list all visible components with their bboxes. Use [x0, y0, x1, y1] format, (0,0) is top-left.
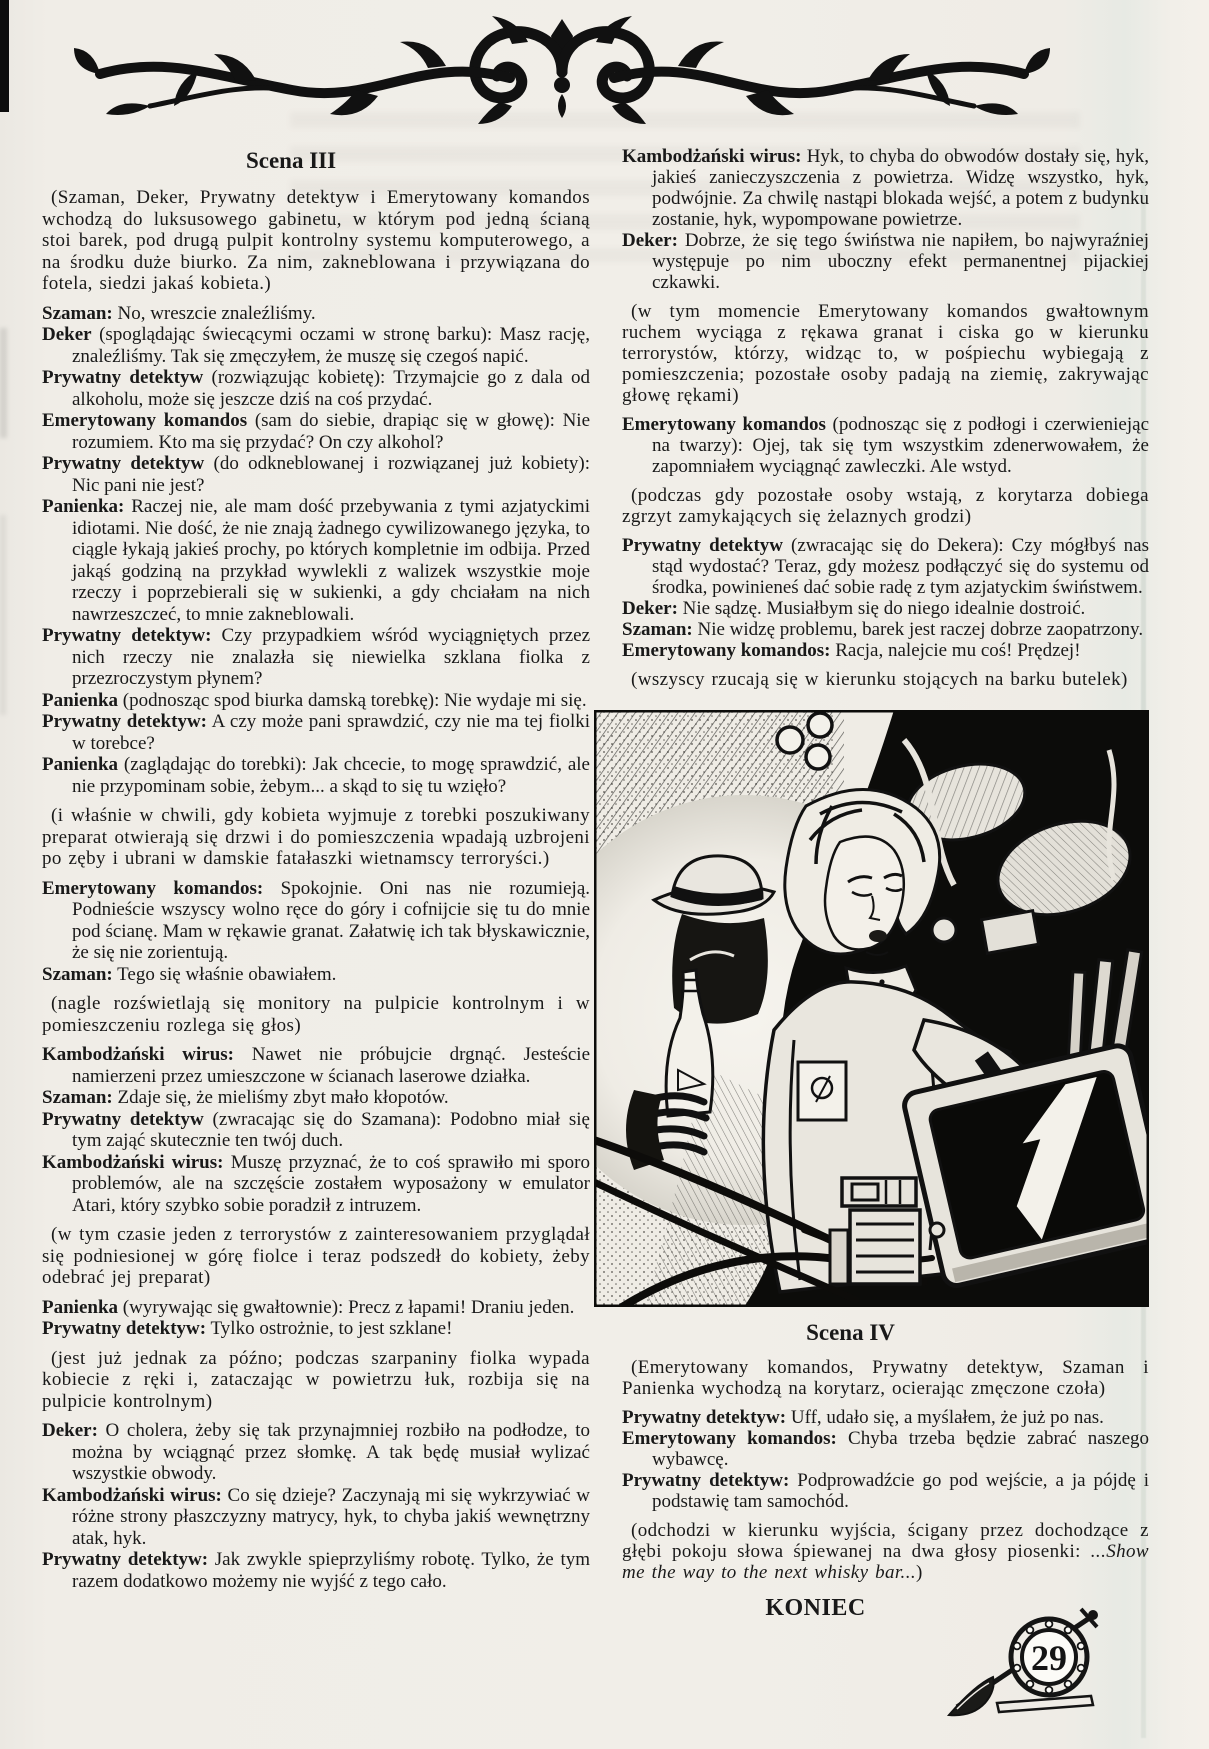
dialogue-line: Emerytowany komandos: Chyba trzeba będzie zabrać naszego wybawcę.	[622, 1428, 1150, 1470]
stage-direction: (Szaman, Deker, Prywatny detektyw i Emerytowany komandos wchodzą do luksusowego gabinetu, w którym pod jedną ścianą stoi barek, pod drugą pulpit kontrolny systemu komputerowego, a na środku duże biurko. Za nim, zakneblowana i przywiązana do fotela, siedzi jakaś kobieta.)	[42, 187, 590, 294]
dialogue-line: Emerytowany komandos: Racja, nalejcie mu coś! Prędzej!	[622, 640, 1081, 661]
end-label: KONIEC	[765, 1595, 866, 1621]
stage-direction: (w tym czasie jeden z terrorystów z zainteresowaniem przyglądał się podniesionej w górę fiolce i teraz podszedł do kobiety, żeby odebrać jej preparat)	[42, 1224, 590, 1288]
speaker-name: Emerytowany komandos	[42, 410, 248, 431]
speaker-name: Kambodżański wirus:	[42, 1044, 234, 1065]
dialogue-line: Prywatny detektyw: Jak zwykle spieprzyliśmy robotę. Tylko, że tym razem dodatkowo możemy nie wyjść z tego cało.	[42, 1549, 591, 1592]
dialogue-line: Kambodżański wirus: Hyk, to chyba do obwodów dostały się, hyk, jakieś zanieczyszczenia z powietrza. Widzę wszystko, hyk, podwójnie. Za chwilę nastąpi blokada wejść, a potem z budynku zostanie, hyk, wypompowane powietrze.	[622, 146, 1149, 230]
dialogue-line: Szaman: Zdaje się, że mieliśmy zbyt mało kłopotów.	[42, 1087, 449, 1108]
dialogue-line: Prywatny detektyw: Czy przypadkiem wśród wyciągniętych przez nich rzeczy nie znalazła się niewielka szklana fiolka z przezroczystym płynem?	[42, 625, 591, 689]
speaker-name: Prywatny detektyw:	[42, 1318, 207, 1339]
dialogue-line: Szaman: Nie widzę problemu, barek jest raczej dobrze zaopatrzony.	[622, 619, 1144, 640]
dialogue-line: Panienka (zaglądając do torebki): Jak chcecie, to mogę sprawdzić, ale nie przypominam sobie, żebym... a skąd to się tu wzięło?	[42, 754, 590, 797]
dialogue-line: Deker: Dobrze, że się tego świństwa nie napiłem, bo najwyraźniej występuje po nim uboczny efekt permanentnej pijackiej czkawki.	[622, 230, 1149, 293]
scan-artifact	[0, 515, 6, 715]
dialogue-line: Emerytowany komandos (podnosząc się z podłogi i czerwieniejąc na twarzy): Ojej, tak się tym wszystkim zdenerwowałem, że zapomniałem wyciągnąć zawleczki. Ale wstyd.	[622, 414, 1150, 477]
speaker-name: Deker:	[622, 230, 678, 251]
speaker-name: Prywatny detektyw:	[622, 1407, 787, 1428]
ink-illustration-woman-bottle-monitor	[594, 710, 1149, 1307]
dialogue-line: Deker: Nie sądzę. Musiałbym się do niego idealnie dostroić.	[622, 598, 1086, 619]
speaker-name: Emerytowany komandos	[622, 414, 826, 435]
dialogue-line: Prywatny detektyw (do odkneblowanej i rozwiązanej już kobiety): Nic pani nie jest?	[42, 453, 591, 496]
speaker-name: Emerytowany komandos:	[622, 640, 831, 661]
scene-4-column	[622, 1320, 1149, 1619]
page-number-badge	[945, 1605, 1105, 1720]
dialogue-line: Prywatny detektyw (zwracając się do Szamana): Podobno miał się tym zająć skutecznie ten twój duch.	[42, 1108, 590, 1151]
speaker-name: Prywatny detektyw:	[622, 1470, 790, 1491]
stage-direction: (w tym momencie Emerytowany komandos gwałtownym ruchem wyciąga z rękawa granat i ciska go w kierunku terrorystów, którzy, widząc to, w pośpiechu wybiegają z pomieszczenia; pozostałe osoby padają na ziemię, zakrywając głowę rękami)	[622, 301, 1149, 406]
dialogue-line: Emerytowany komandos (sam do siebie, drapiąc się w głowę): Nie rozumiem. Kto ma się przydać? On czy alkohol?	[42, 410, 590, 453]
dialogue-line: Prywatny detektyw (rozwiązując kobietę): Trzymajcie go z dala od alkoholu, może się jeszcze dziś na coś przydać.	[42, 367, 591, 410]
dialogue-line: Kambodżański wirus: Nawet nie próbujcie drgnąć. Jesteście namierzeni przez umieszczone w ścianach laserowe działka.	[42, 1044, 591, 1087]
stage-direction: (jest już jednak za późno; podczas szarpaniny fiolka wypada kobiecie z ręki i, zataczając w powietrzu łuk, rozbija się na pulpicie kontrolnym)	[42, 1347, 590, 1412]
stage-direction: (wszyscy rzucają się w kierunku stojących na barku butelek)	[631, 669, 1128, 690]
scan-artifact	[0, 0, 9, 112]
page-number: 29	[1031, 1638, 1067, 1678]
speaker-name: Deker:	[622, 598, 678, 619]
speaker-name: Deker	[42, 324, 92, 345]
speaker-name: Prywatny detektyw:	[42, 1549, 209, 1570]
song-lyric: ...Show me the way to the next whisky bar...	[622, 1541, 1149, 1583]
speaker-name: Prywatny detektyw	[42, 453, 205, 474]
speaker-name: Prywatny detektyw	[622, 535, 784, 556]
speaker-name: Szaman:	[42, 963, 113, 985]
speaker-name: Emerytowany komandos:	[622, 1428, 837, 1449]
stage-direction: (odchodzi w kierunku wyjścia, ścigany przez dochodzące z głębi pokoju słowa śpiewanej na dwa głosy piosenki: ...Show me the way to the next whisky bar...)	[622, 1520, 1149, 1583]
dialogue-line: Szaman: Tego się właśnie obawiałem.	[42, 963, 337, 985]
speaker-name: Kambodżański wirus:	[42, 1484, 222, 1506]
speaker-name: Panienka	[42, 754, 119, 775]
scene-3-body-continued	[622, 146, 1149, 690]
dialogue-line: Kambodżański wirus: Co się dzieje? Zaczynają mi się wykrzywiać w różne strony płaszczyzny matrycy, hyk, to chyba jakiś wewnętrzny atak, hyk.	[42, 1484, 591, 1549]
stage-direction: (podczas gdy pozostałe osoby wstają, z korytarza dobiega zgrzyt zamykających się żelaznych grodzi)	[622, 485, 1149, 527]
scan-artifact	[0, 328, 7, 438]
dialogue-line: Prywatny detektyw: Tylko ostrożnie, to jest szklane!	[42, 1318, 453, 1339]
speaker-name: Prywatny detektyw:	[42, 711, 208, 732]
scene-3-heading: Scena III	[245, 148, 337, 173]
speaker-name: Szaman:	[622, 619, 693, 640]
dialogue-line: Szaman: No, wreszcie znaleźliśmy.	[42, 302, 316, 324]
dialogue-line: Prywatny detektyw: Podprowadźcie go pod wejście, a ja pójdę i podstawię tam samochód.	[622, 1470, 1150, 1512]
baroque-flourish-divider-icon	[42, 14, 1082, 126]
stage-direction: (i właśnie w chwili, gdy kobieta wyjmuje z torebki poszukiwany preparat otwierają się drzwi i do pomieszczenia wpadają uzbrojeni po zęby i ubrani w damskie fatałaszki wietnamscy terroryści.)	[42, 805, 590, 869]
scene-4-heading: Scena IV	[806, 1320, 895, 1345]
dialogue-line: Emerytowany komandos: Spokojnie. Oni nas nie rozumieją. Podnieście wszyscy wolno ręce do góry i cofnijcie się tu do mnie pod ścianę. Mam w rękawie granat. Załatwię ich tak błyskawicznie, że się nie zorientują.	[42, 877, 590, 963]
speaker-name: Panienka	[42, 1296, 119, 1318]
dialogue-line: Prywatny detektyw (zwracając się do Dekera): Czy mógłbyś nas stąd wydostać? Teraz, gdy możesz podłączyć się do systemu od środka, powinieneś dać sobie radę z tym azjatyckim świństwem.	[622, 535, 1150, 598]
dialogue-line: Prywatny detektyw: A czy może pani sprawdzić, czy nie ma tej fiolki w torebce?	[42, 711, 591, 754]
porthole-ring-icon	[1011, 1619, 1087, 1695]
speaker-name: Kambodżański wirus:	[42, 1151, 224, 1173]
stage-direction: (Emerytowany komandos, Prywatny detektyw, Szaman i Panienka wychodzą na korytarz, ocierając zmęczone czoła)	[622, 1357, 1149, 1399]
dialogue-line: Deker (spoglądając świecącymi oczami w stronę barku): Masz rację, znaleźliśmy. Tak się zmęczyłem, że muszę się czegoś napić.	[42, 324, 590, 367]
speaker-name: Panienka	[42, 689, 119, 711]
right-text-column	[622, 146, 1149, 698]
speaker-name: Szaman:	[42, 1087, 113, 1108]
speaker-name: Panienka:	[42, 496, 125, 517]
speaker-name: Kambodżański wirus:	[622, 146, 802, 167]
speaker-name: Prywatny detektyw	[42, 367, 204, 388]
dialogue-line: Deker: O cholera, żeby się tak przynajmniej rozbiło na podłodze, to można by wciągnąć przez słomkę. A tak będę musiał wylizać wszystkie obwody.	[42, 1420, 590, 1484]
left-text-column	[42, 148, 590, 1592]
speaker-name: Szaman:	[42, 302, 113, 324]
speaker-name: Prywatny detektyw:	[42, 625, 212, 646]
speaker-name: Prywatny detektyw	[42, 1108, 204, 1130]
scene-3-body	[42, 187, 590, 1592]
dialogue-line: Panienka (wyrywając się gwałtownie): Precz z łapami! Draniu jeden.	[42, 1296, 575, 1318]
speaker-name: Emerytowany komandos:	[42, 877, 264, 899]
dialogue-line: Panienka (podnosząc spod biurka damską torebkę): Nie wydaje mi się.	[42, 689, 587, 711]
stage-direction: (nagle rozświetlają się monitory na pulpicie kontrolnym i w pomieszczeniu rozlega się głos)	[42, 993, 590, 1036]
dialogue-line: Panienka: Raczej nie, ale mam dość przebywania z tymi azjatyckimi idiotami. Nie dość, że nie znają żadnego cywilizowanego języka, to ciągle łykają jakieś prochy, po których kompletnie im odbija. Przed jakąś godziną na przykład wywlekli z walizek wszystkie moje rzeczy i poprzebierali się w sukienki, a gdy chciałam na nich nawrzeszczeć, to mnie zakneblowali.	[42, 496, 590, 625]
speaker-name: Deker:	[42, 1420, 98, 1441]
dialogue-line: Kambodżański wirus: Muszę przyznać, że to coś sprawiło mi sporo problemów, ale na szczęście zostałem wyposażony w emulator Atari, który szybko sobie poradził z intruzem.	[42, 1151, 591, 1216]
badge-base-bar	[997, 1696, 1093, 1712]
scene-4-body	[622, 1357, 1149, 1583]
dialogue-line: Prywatny detektyw: Uff, udało się, a myślałem, że już po nas.	[622, 1407, 1104, 1428]
